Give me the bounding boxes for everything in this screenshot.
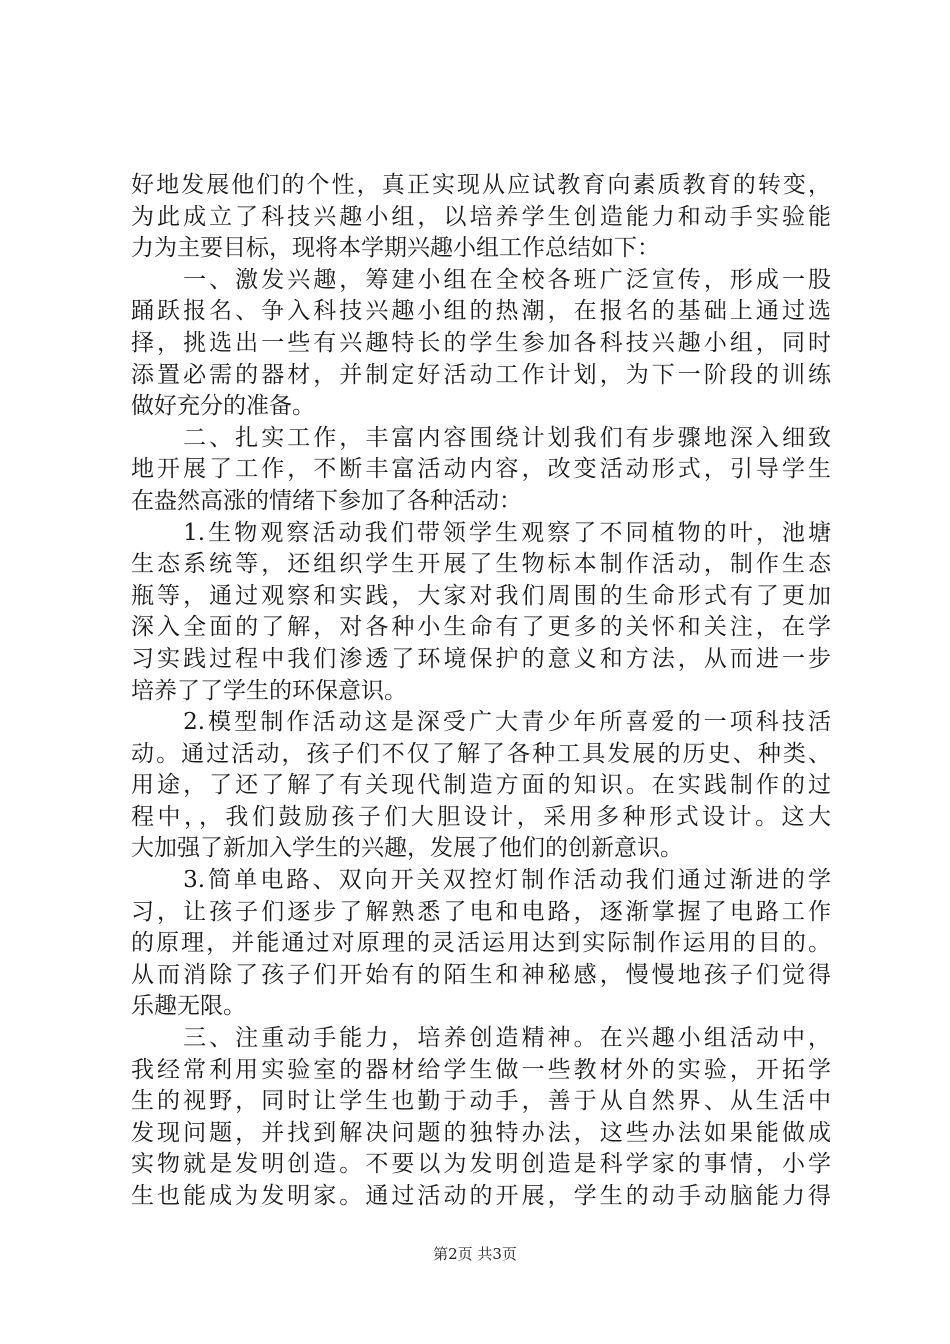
text-line: 乐趣无限。: [131, 993, 246, 1020]
text-line: 生也能成为发明家。通过活动的开展，学生的动手动脑能力得: [131, 1183, 831, 1209]
text-line: 我经常利用实验室的器材给学生做一些教材外的实验，开拓学: [131, 1056, 831, 1083]
text-line: 从而消除了孩子们开始有的陌生和神秘感，慢慢地孩子们觉得: [131, 961, 831, 988]
text-line: 好地发展他们的个性，真正实现从应试教育向素质教育的转变，: [131, 172, 831, 198]
document-body: [131, 170, 831, 1213]
text-line: 三、注重动手能力，培养创造精神。在兴趣小组活动中，: [131, 1025, 831, 1052]
text-line: 的原理，并能通过对原理的灵活运用达到实际制作运用的目的。: [131, 930, 831, 957]
page-footer: 第2页 共3页: [433, 1245, 517, 1263]
text-line: 二、扎实工作，丰富内容围绕计划我们有步骤地深入细致: [131, 424, 831, 451]
text-line: 实物就是发明创造。不要以为发明创造是科学家的事情，小学: [131, 1151, 831, 1178]
text-line: 为此成立了科技兴趣小组，以培养学生创造能力和动手实验能: [131, 203, 831, 230]
text-line: 在盎然高涨的情绪下参加了各种活动：: [131, 487, 522, 514]
text-line: 大加强了新加入学生的兴趣，发展了他们的创新意识。: [131, 835, 683, 862]
text-line: 用途，了还了解了有关现代制造方面的知识。在实践制作的过: [131, 772, 831, 799]
text-line: 生的视野，同时让学生也勤于动手，善于从自然界、从生活中: [131, 1088, 831, 1115]
text-line: 1.生物观察活动我们带领学生观察了不同植物的叶，池塘: [131, 519, 831, 546]
text-line: 习实践过程中我们渗透了环境保护的意义和方法，从而进一步: [131, 645, 831, 672]
text-line: 择，挑选出一些有兴趣特长的学生参加各科技兴趣小组，同时: [131, 329, 831, 356]
text-line: 踊跃报名、争入科技兴趣小组的热潮，在报名的基础上通过选: [131, 298, 831, 325]
text-line: 程中，，我们鼓励孩子们大胆设计，采用多种形式设计。这大: [131, 803, 831, 830]
text-line: 培养了了学生的环保意识。: [131, 677, 407, 704]
text-line: 深入全面的了解，对各种小生命有了更多的关怀和关注，在学: [131, 614, 831, 641]
text-line: 做好充分的准备。: [131, 393, 315, 420]
text-line: 发现问题，并找到解决问题的独特办法，这些办法如果能做成: [131, 1119, 831, 1146]
text-line: 习，让孩子们逐步了解熟悉了电和电路，逐渐掌握了电路工作: [131, 898, 831, 925]
text-line: 3.简单电路、双向开关双控灯制作活动我们通过渐进的学: [131, 867, 831, 894]
text-line: 瓶等，通过观察和实践，大家对我们周围的生命形式有了更加: [131, 582, 831, 609]
text-line: 2.模型制作活动这是深受广大青少年所喜爱的一项科技活: [131, 709, 831, 736]
text-line: 力为主要目标，现将本学期兴趣小组工作总结如下：: [131, 235, 660, 262]
text-line: 动。通过活动，孩子们不仅了解了各种工具发展的历史、种类、: [131, 740, 831, 767]
text-line: 一、激发兴趣，筹建小组在全校各班广泛宣传，形成一股: [131, 266, 831, 293]
text-line: 生态系统等，还组织学生开展了生物标本制作活动，制作生态: [131, 551, 831, 578]
text-line: 地开展了工作，不断丰富活动内容，改变活动形式，引导学生: [131, 456, 831, 483]
text-line: 添置必需的器材，并制定好活动工作计划，为下一阶段的训练: [131, 361, 831, 388]
